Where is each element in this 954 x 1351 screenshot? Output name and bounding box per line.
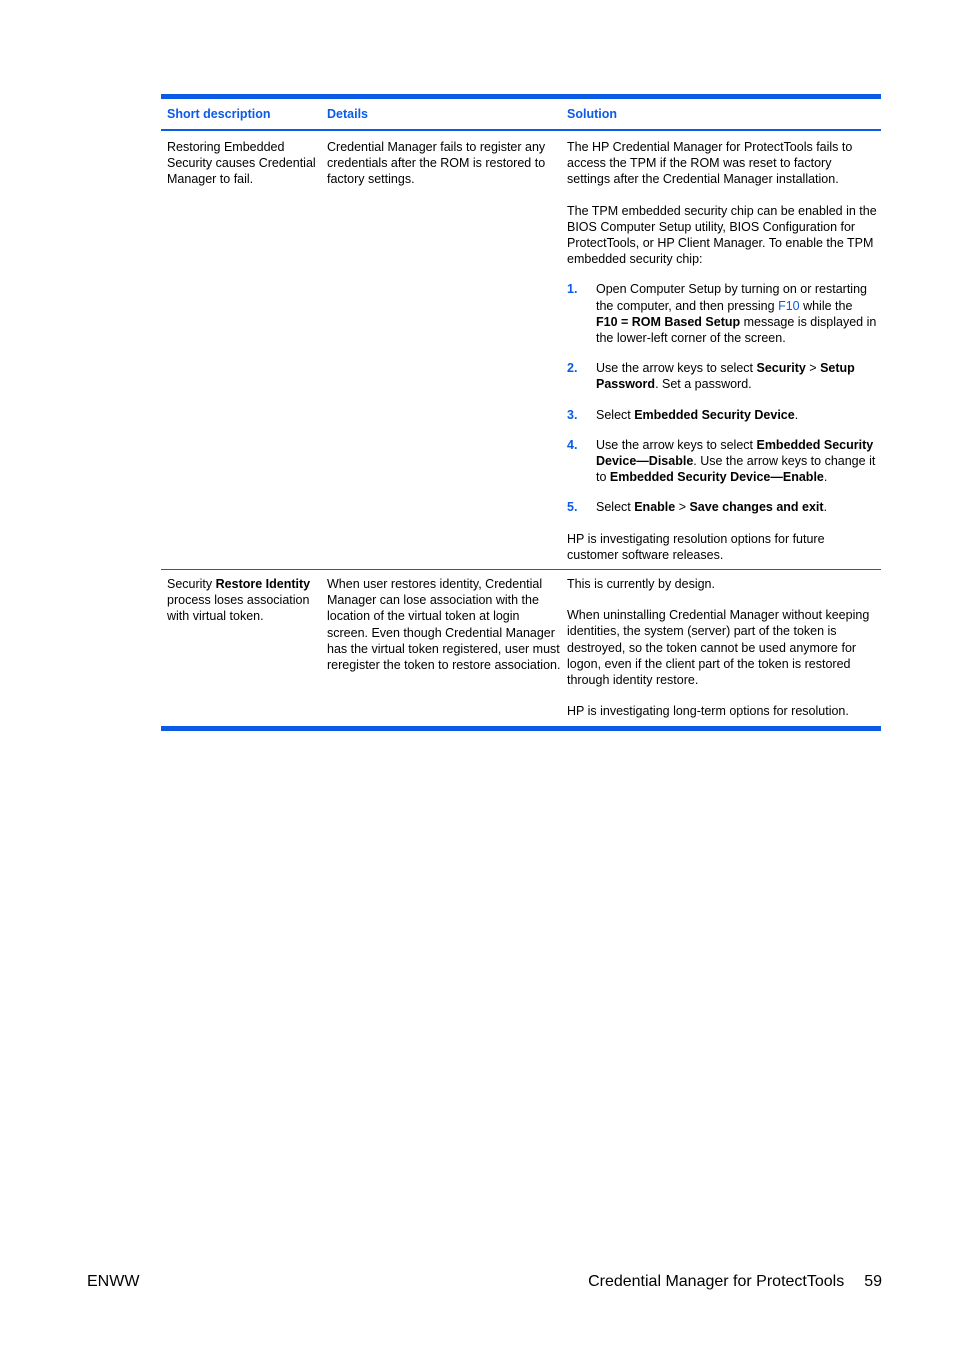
row2-solution-paragraph: This is currently by design. (567, 577, 715, 592)
row1-solution (561, 139, 881, 563)
table-row (161, 131, 881, 570)
page-number: 59 (864, 1273, 882, 1290)
row2-short-description: Security Restore Identity process loses association with virtual token. (167, 577, 311, 624)
step-text: Select Embedded Security Device. (596, 407, 799, 422)
row1-solution-paragraph: The TPM embedded security chip can be enabled in the BIOS Computer Setup utility, BIOS Configuration for ProtectTools, or HP Client Manager. To enable the TPM embedded security chip: (567, 203, 877, 267)
step-number: 5. (567, 500, 578, 515)
step-number: 4. (567, 437, 578, 452)
footer-left-label: ENWW (87, 1273, 140, 1290)
header-short-description: Short description (167, 107, 271, 121)
step-2 (567, 360, 877, 392)
step-text: Open Computer Setup by turning on or restarting the computer, and then pressing F10 while the F10 = ROM Based Setup message is displayed in the lower-left corner of the screen. (596, 282, 877, 346)
f10-key: F10 (778, 298, 800, 313)
step-text: Use the arrow keys to select Embedded Security Device—Disable. Use the arrow keys to change it to Embedded Security Device—Enable. (596, 437, 876, 485)
step-text: Select Enable > Save changes and exit. (596, 500, 828, 515)
footer-right (588, 1273, 882, 1291)
step-number: 2. (567, 361, 578, 376)
step-4 (567, 437, 877, 486)
step-1 (567, 281, 877, 346)
row2-details: When user restores identity, Credential Manager can lose association with the location of the virtual token at login screen. Even though Credential Manager has the virtual token registered, user must reregister the token to restore association. (327, 577, 561, 673)
row1-solution-paragraph: The HP Credential Manager for ProtectTools fails to access the TPM if the ROM was reset to factory settings after the Credential Manager installation. (567, 140, 853, 187)
footer-title: Credential Manager for ProtectTools (588, 1273, 845, 1290)
step-3 (567, 407, 877, 423)
step-number: 3. (567, 407, 578, 422)
step-number: 1. (567, 282, 578, 297)
table-row (161, 570, 881, 726)
step-text: Use the arrow keys to select Security > Setup Password. Set a password. (596, 361, 855, 392)
row2-solution (561, 576, 881, 719)
step-5 (567, 499, 877, 515)
row2-solution-paragraph: When uninstalling Credential Manager without keeping identities, the system (server) part of the token is destroyed, so the token cannot be used anymore for logon, even if the client part of the token is restored through identity restore. (567, 608, 870, 688)
row1-details: Credential Manager fails to register any credentials after the ROM is restored to factory settings. (327, 140, 546, 187)
troubleshooting-table (161, 94, 881, 731)
table-header (161, 99, 881, 131)
header-solution: Solution (567, 107, 617, 121)
page-footer (87, 1273, 882, 1291)
row1-solution-paragraph: HP is investigating resolution options for future customer software releases. (567, 531, 825, 562)
row1-short-description: Restoring Embedded Security causes Credential Manager to fail. (167, 140, 316, 187)
header-details: Details (327, 107, 368, 121)
row2-solution-paragraph: HP is investigating long-term options for resolution. (567, 704, 849, 719)
